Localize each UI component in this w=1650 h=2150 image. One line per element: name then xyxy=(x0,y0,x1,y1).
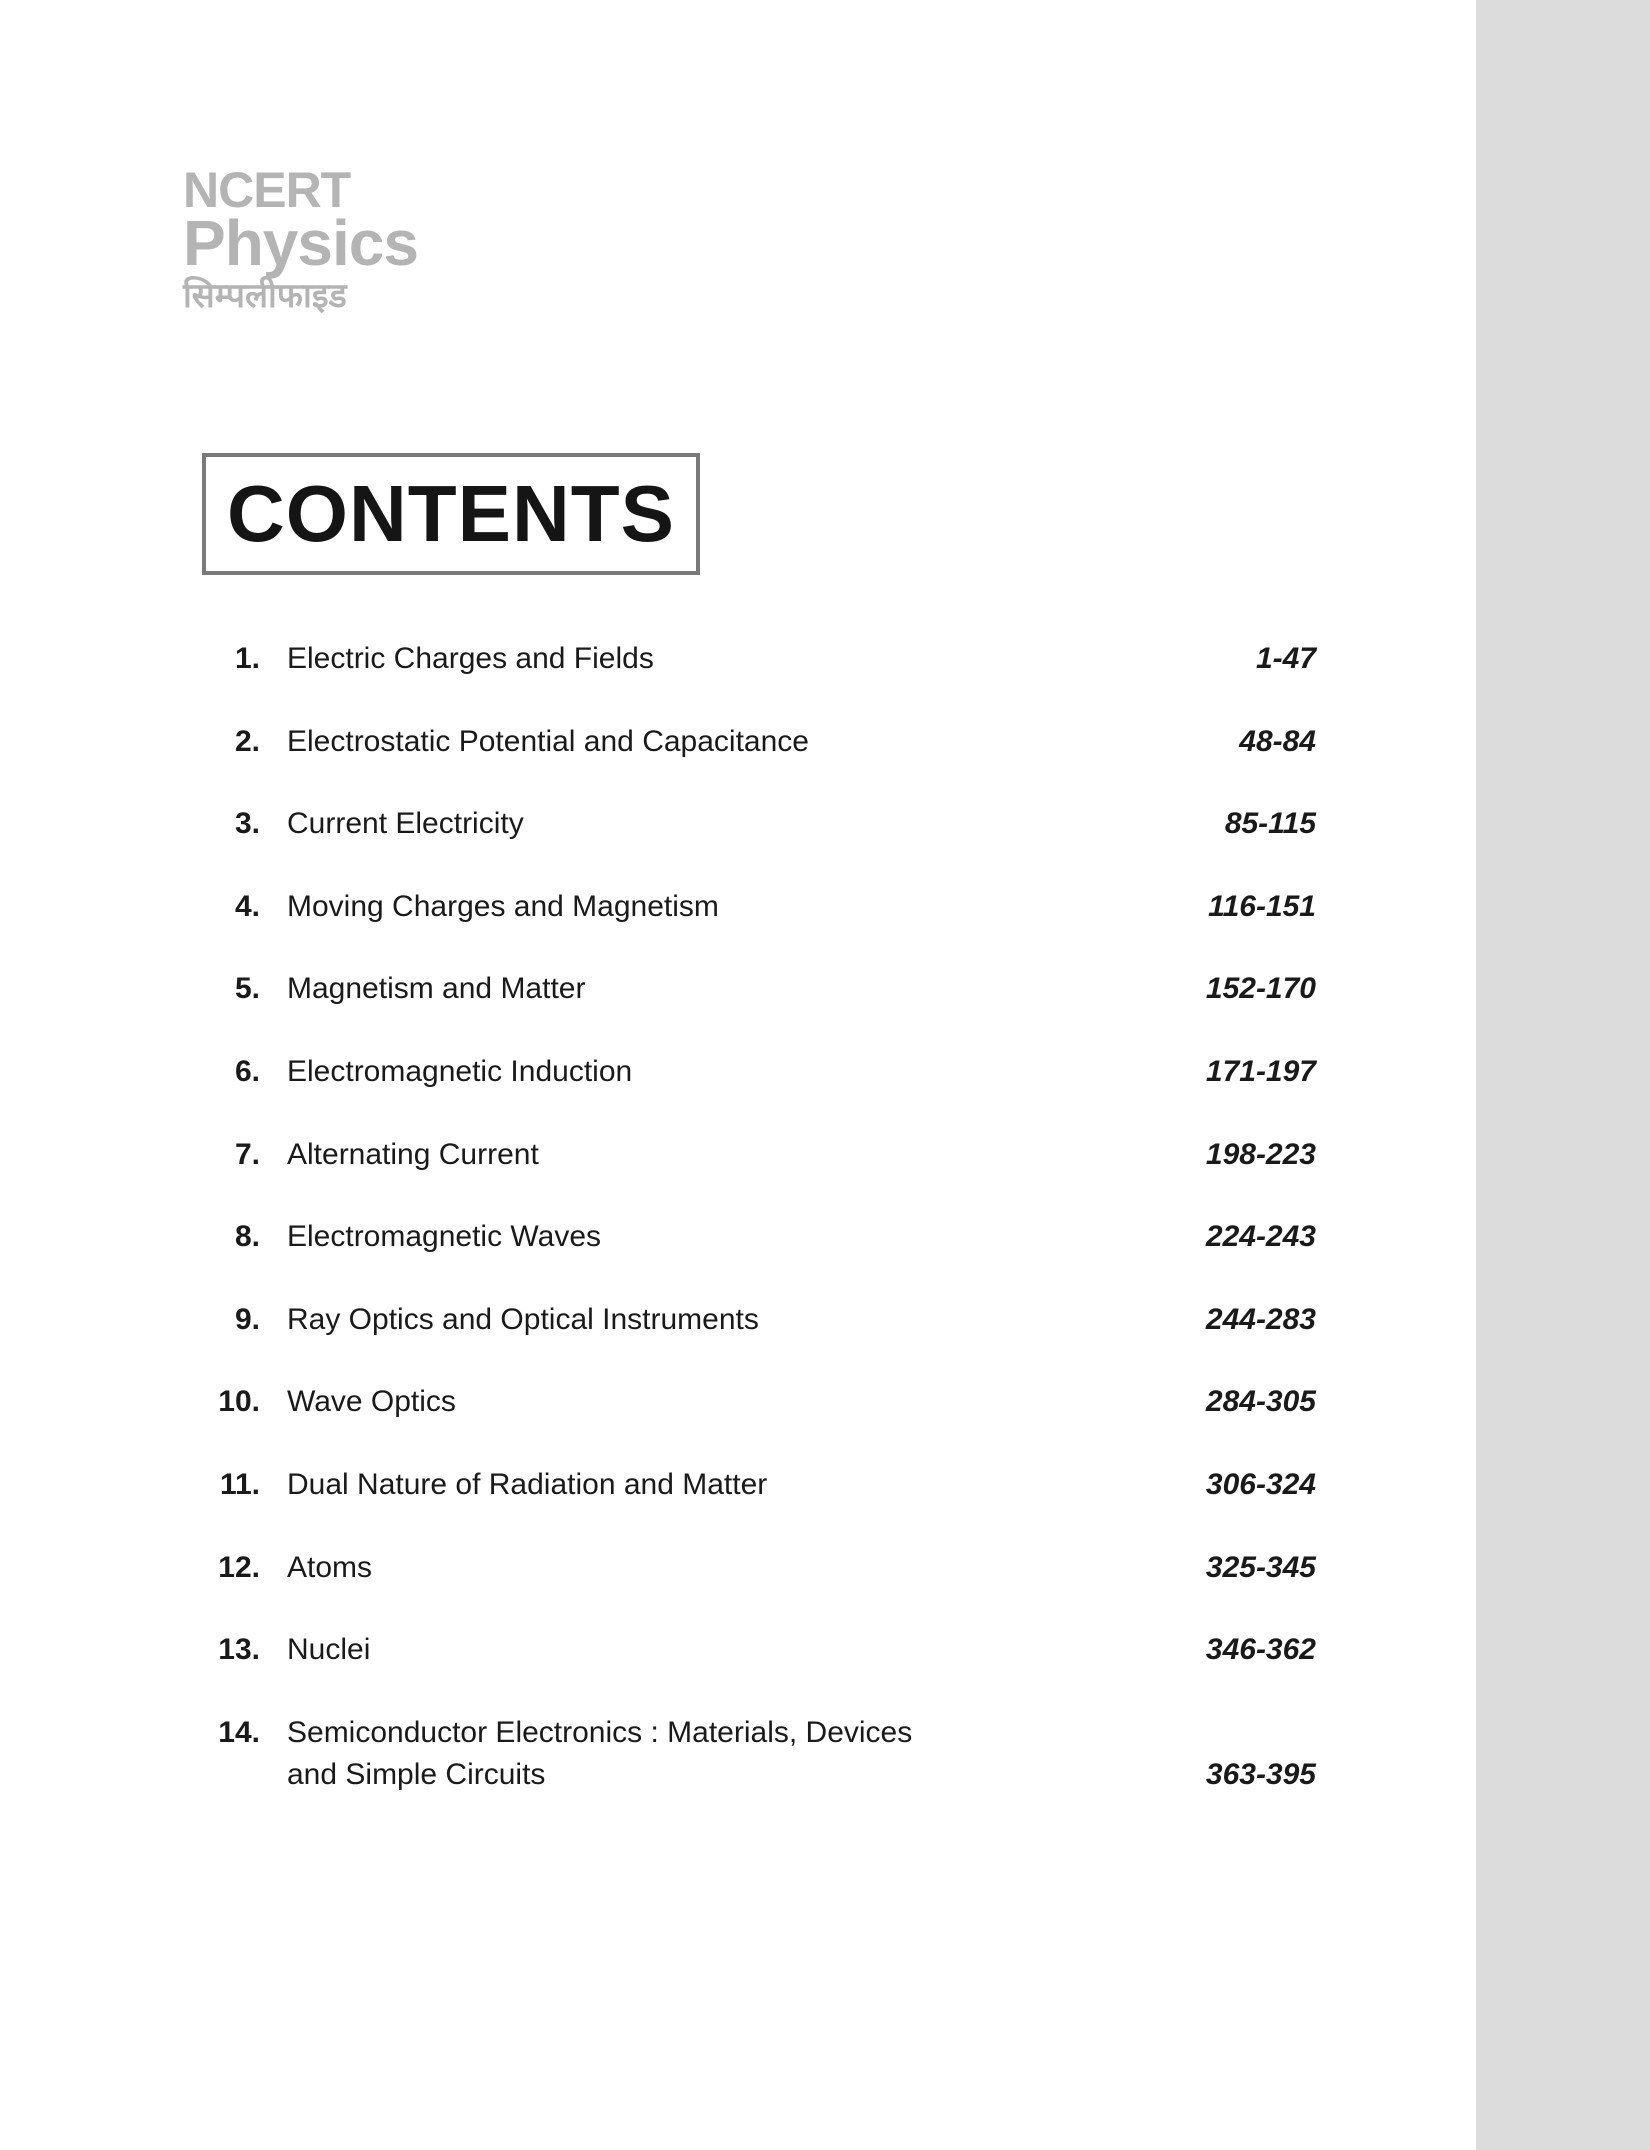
chapter-number: 6. xyxy=(234,1054,260,1088)
chapter-pages: 116-151 xyxy=(1208,889,1316,923)
chapter-title: Ray Optics and Optical Instruments xyxy=(287,1302,759,1336)
chapter-number: 12. xyxy=(218,1550,260,1584)
toc-entry[interactable] xyxy=(190,1464,1316,1547)
chapter-number: 3. xyxy=(234,807,260,841)
toc-entry[interactable] xyxy=(190,1299,1316,1382)
chapter-title: Atoms xyxy=(287,1550,373,1584)
toc-entry[interactable] xyxy=(190,721,1316,804)
toc-entry[interactable] xyxy=(190,638,1316,721)
chapter-number: 1. xyxy=(234,642,260,675)
contents-heading: CONTENTS xyxy=(227,469,675,558)
chapter-pages: 325-345 xyxy=(1205,1550,1316,1584)
logo-simplified: सिम्पलीफाइड xyxy=(183,276,347,316)
chapter-title: Alternating Current xyxy=(287,1137,539,1171)
book-logo xyxy=(183,162,418,316)
chapter-pages: 306-324 xyxy=(1205,1467,1316,1501)
chapter-number: 2. xyxy=(234,724,260,758)
chapter-pages: 85-115 xyxy=(1224,807,1316,841)
chapter-number: 13. xyxy=(218,1633,260,1667)
logo-ncert: NCERT xyxy=(183,162,351,218)
chapter-title: Electrostatic Potential and Capacitance xyxy=(287,724,809,758)
contents-heading-box xyxy=(202,453,700,575)
chapter-title: Electromagnetic Waves xyxy=(287,1220,602,1254)
chapter-title: Magnetism and Matter xyxy=(287,972,586,1006)
chapter-title: Wave Optics xyxy=(287,1385,456,1419)
chapter-title-line1: Semiconductor Electronics : Materials, Devices xyxy=(287,1715,913,1749)
chapter-pages: 224-243 xyxy=(1205,1220,1316,1254)
chapter-number: 11. xyxy=(219,1467,260,1501)
chapter-pages: 1-47 xyxy=(1255,642,1316,675)
toc-entry[interactable] xyxy=(190,886,1316,969)
toc-entry[interactable] xyxy=(190,1051,1316,1134)
toc-entry[interactable] xyxy=(190,1629,1316,1712)
chapter-title: Electromagnetic Induction xyxy=(287,1054,633,1088)
table-of-contents xyxy=(190,638,1316,1812)
toc-entry[interactable] xyxy=(190,1712,1316,1812)
chapter-number: 7. xyxy=(234,1137,260,1171)
chapter-pages: 284-305 xyxy=(1205,1385,1316,1419)
chapter-pages: 48-84 xyxy=(1239,724,1316,758)
chapter-title: Electric Charges and Fields xyxy=(287,642,654,675)
toc-entry[interactable] xyxy=(190,968,1316,1051)
chapter-number: 5. xyxy=(234,972,260,1006)
chapter-title xyxy=(287,1712,987,1796)
toc-entry[interactable] xyxy=(190,1547,1316,1630)
chapter-pages: 152-170 xyxy=(1205,972,1316,1006)
chapter-number: 14. xyxy=(218,1715,260,1749)
chapter-pages: 171-197 xyxy=(1205,1054,1316,1088)
chapter-title: Moving Charges and Magnetism xyxy=(287,889,719,923)
toc-entry[interactable] xyxy=(190,803,1316,886)
chapter-title: Nuclei xyxy=(287,1633,371,1667)
chapter-number: 10. xyxy=(218,1385,260,1419)
chapter-pages: 198-223 xyxy=(1205,1137,1316,1171)
chapter-pages: 363-395 xyxy=(1205,1757,1316,1791)
chapter-pages: 346-362 xyxy=(1205,1633,1316,1667)
toc-entry[interactable] xyxy=(190,1216,1316,1299)
page-margin-strip xyxy=(1476,0,1650,2150)
toc-entry[interactable] xyxy=(190,1134,1316,1217)
chapter-title: Current Electricity xyxy=(287,807,524,841)
chapter-pages: 244-283 xyxy=(1205,1302,1316,1336)
chapter-number: 9. xyxy=(234,1302,260,1336)
chapter-number: 4. xyxy=(234,889,260,923)
logo-physics: Physics xyxy=(183,207,418,279)
chapter-title: Dual Nature of Radiation and Matter xyxy=(287,1467,768,1501)
chapter-number: 8. xyxy=(234,1220,260,1254)
chapter-title-line2: and Simple Circuits xyxy=(287,1757,546,1791)
toc-entry[interactable] xyxy=(190,1381,1316,1464)
